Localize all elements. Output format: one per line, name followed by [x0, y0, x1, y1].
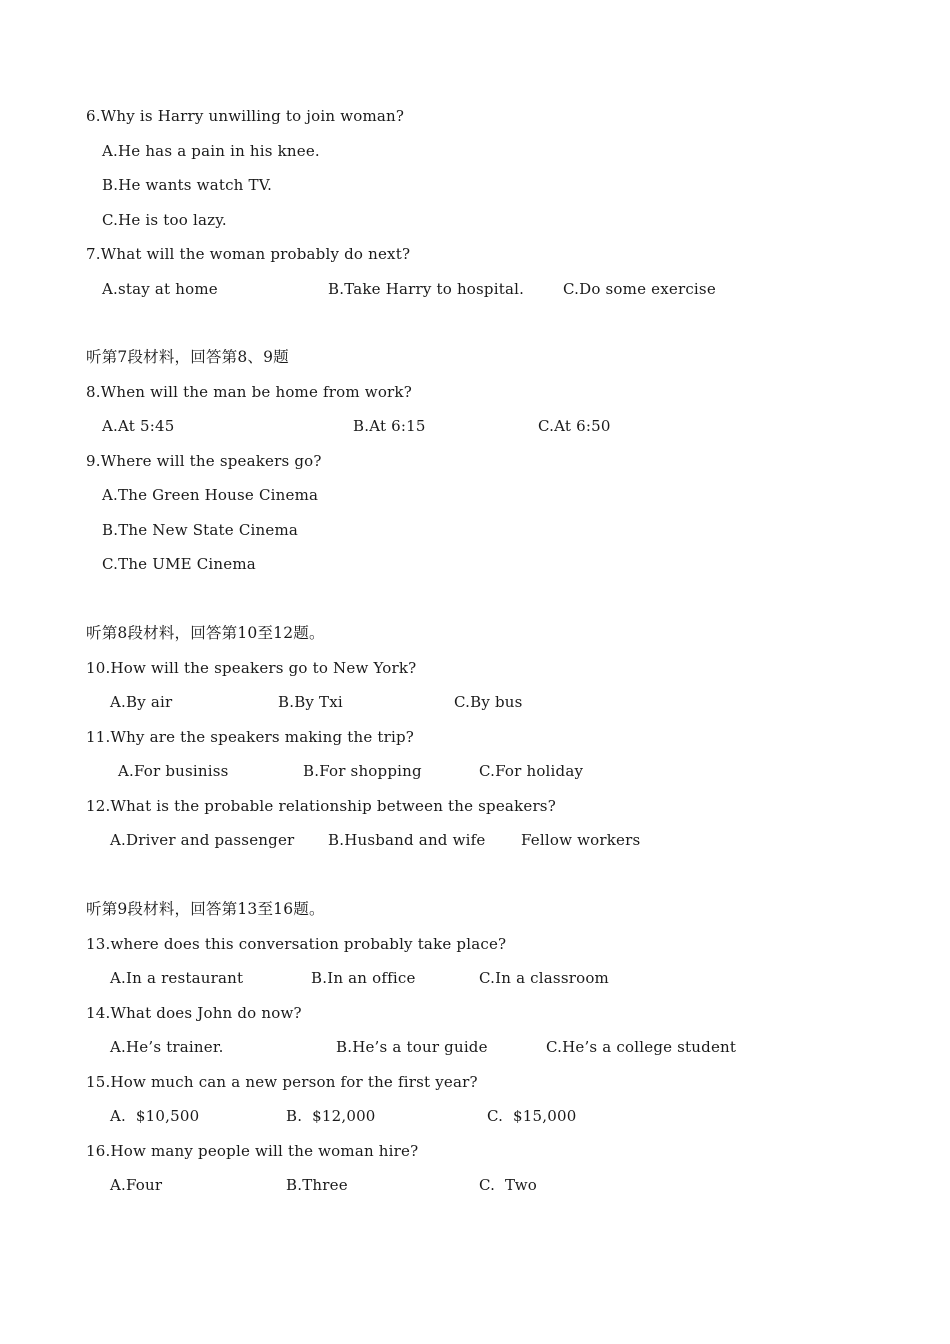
- question-13-option-a: A.In a restaurant: [110, 969, 244, 987]
- question-6-option-b: B.He wants watch TV.: [102, 176, 273, 194]
- question-6: 6.Why is Harry unwilling to join woman?: [86, 107, 405, 125]
- question-7-option-b: B.Take Harry to hospital.: [328, 280, 525, 298]
- question-12: 12.What is the probable relationship between the speakers?: [86, 797, 556, 815]
- question-13-options: [0, 966, 950, 990]
- section-heading-7: 听第7段材料，回答第8、9题: [86, 348, 289, 366]
- question-11: 11.Why are the speakers making the trip?: [86, 728, 415, 746]
- question-13-option-b: B.In an office: [311, 969, 416, 987]
- question-7-option-c: C.Do some exercise: [563, 280, 716, 298]
- question-12-option-b: B.Husband and wife: [328, 831, 486, 849]
- question-15-option-b: B. $12,000: [286, 1107, 376, 1125]
- question-16: 16.How many people will the woman hire?: [86, 1142, 419, 1160]
- question-15-options: [0, 1104, 950, 1128]
- question-11-option-b: B.For shopping: [303, 762, 422, 780]
- question-11-options: [0, 759, 950, 783]
- question-9-option-a: A.The Green House Cinema: [102, 486, 319, 504]
- question-12-option-a: A.Driver and passenger: [110, 831, 295, 849]
- question-10-option-c: C.By bus: [454, 693, 523, 711]
- question-16-option-b: B.Three: [286, 1176, 348, 1194]
- question-15-option-a: A. $10,500: [110, 1107, 200, 1125]
- question-13: 13.where does this conversation probably take place?: [86, 935, 507, 953]
- question-10-option-b: B.By Txi: [278, 693, 343, 711]
- question-14-option-c: C.He’s a college student: [546, 1038, 737, 1056]
- question-10-option-a: A.By air: [110, 693, 173, 711]
- question-6-option-c: C.He is too lazy.: [102, 211, 227, 229]
- question-8: 8.When will the man be home from work?: [86, 383, 412, 401]
- question-12-options: [0, 828, 950, 852]
- question-6-option-a: A.He has a pain in his knee.: [102, 142, 320, 160]
- question-15-option-c: C. $15,000: [487, 1107, 577, 1125]
- question-16-option-c: C. Two: [479, 1176, 537, 1194]
- question-8-option-a: A.At 5:45: [102, 417, 175, 435]
- question-14-option-b: B.He’s a tour guide: [336, 1038, 488, 1056]
- question-9-option-b: B.The New State Cinema: [102, 521, 299, 539]
- question-7-option-a: A.stay at home: [102, 280, 218, 298]
- question-10-options: [0, 690, 950, 714]
- question-14-options: [0, 1035, 950, 1059]
- question-16-option-a: A.Four: [110, 1176, 163, 1194]
- question-16-options: [0, 1173, 950, 1197]
- question-11-option-c: C.For holiday: [479, 762, 584, 780]
- question-7: 7.What will the woman probably do next?: [86, 245, 411, 263]
- question-12-option-c: Fellow workers: [521, 831, 641, 849]
- question-14: 14.What does John do now?: [86, 1004, 302, 1022]
- question-9-option-c: C.The UME Cinema: [102, 555, 256, 573]
- question-15: 15.How much can a new person for the first year?: [86, 1073, 478, 1091]
- section-heading-8: 听第8段材料，回答第10至12题。: [86, 624, 325, 642]
- section-heading-9: 听第9段材料，回答第13至16题。: [86, 900, 325, 918]
- question-8-options: [0, 414, 950, 438]
- question-9: 9.Where will the speakers go?: [86, 452, 322, 470]
- question-7-options: [0, 277, 950, 301]
- question-13-option-c: C.In a classroom: [479, 969, 609, 987]
- question-14-option-a: A.He’s trainer.: [110, 1038, 224, 1056]
- question-11-option-a: A.For businiss: [118, 762, 229, 780]
- question-10: 10.How will the speakers go to New York?: [86, 659, 417, 677]
- question-8-option-b: B.At 6:15: [353, 417, 426, 435]
- question-8-option-c: C.At 6:50: [538, 417, 611, 435]
